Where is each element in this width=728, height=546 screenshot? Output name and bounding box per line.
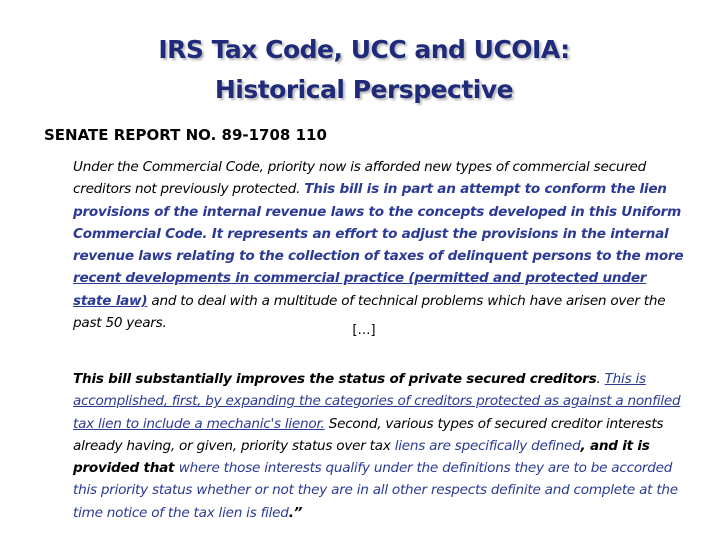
- p2-closing-quote: .”: [288, 504, 303, 521]
- quote-paragraph-1: [73, 156, 685, 334]
- p1-underlined-highlight: recent developments in commercial practice (permitted and protected under state law): [73, 270, 647, 309]
- quote-paragraph-2: [73, 368, 685, 524]
- p1-highlight-text: This bill is in part an attempt to conform the lien provisions of the internal revenue laws to the concepts developed in this Uniform Commercial Code. It represents an effort to adjust the provisions in the internal revenue laws relating to the collection of taxes of delinquent persons to the more: [73, 181, 684, 265]
- p2-underlined-text: This is accomplished, first, by expanding the categories of creditors protected as against a nonfiled tax lien to include a mechanic's lienor.: [73, 371, 681, 432]
- p2-liens-defined-text: liens are specifically defined: [394, 437, 581, 454]
- p2-priority-text: where those interests qualify under the definitions they are to be accorded this priority status whether or not they are in all other respects definite and complete at the time notice of the tax lien is filed: [73, 460, 678, 521]
- senate-report-id: SENATE REPORT NO. 89-1708 110: [44, 126, 327, 144]
- slide-title: [0, 30, 728, 110]
- title-line-2: Historical Perspective: [214, 75, 514, 104]
- p2-provided-text: , and it is provided that: [73, 437, 650, 477]
- title-line-1: IRS Tax Code, UCC and UCOIA:: [158, 35, 570, 64]
- p2-period: .: [596, 371, 605, 387]
- omission-ellipsis: […]: [352, 323, 376, 338]
- p1-intro-text: Under the Commercial Code, priority now is afforded new types of commercial secured creditors not previously protected.: [73, 159, 647, 198]
- p2-bold-lead: This bill substantially improves the status of private secured creditors: [73, 371, 597, 387]
- p2-second-text: Second, various types of secured creditor interests already having, or given, priority status over tax: [73, 415, 664, 454]
- p1-closing-text: and to deal with a multitude of technical problems which have arisen over the past 50 years.: [73, 292, 666, 332]
